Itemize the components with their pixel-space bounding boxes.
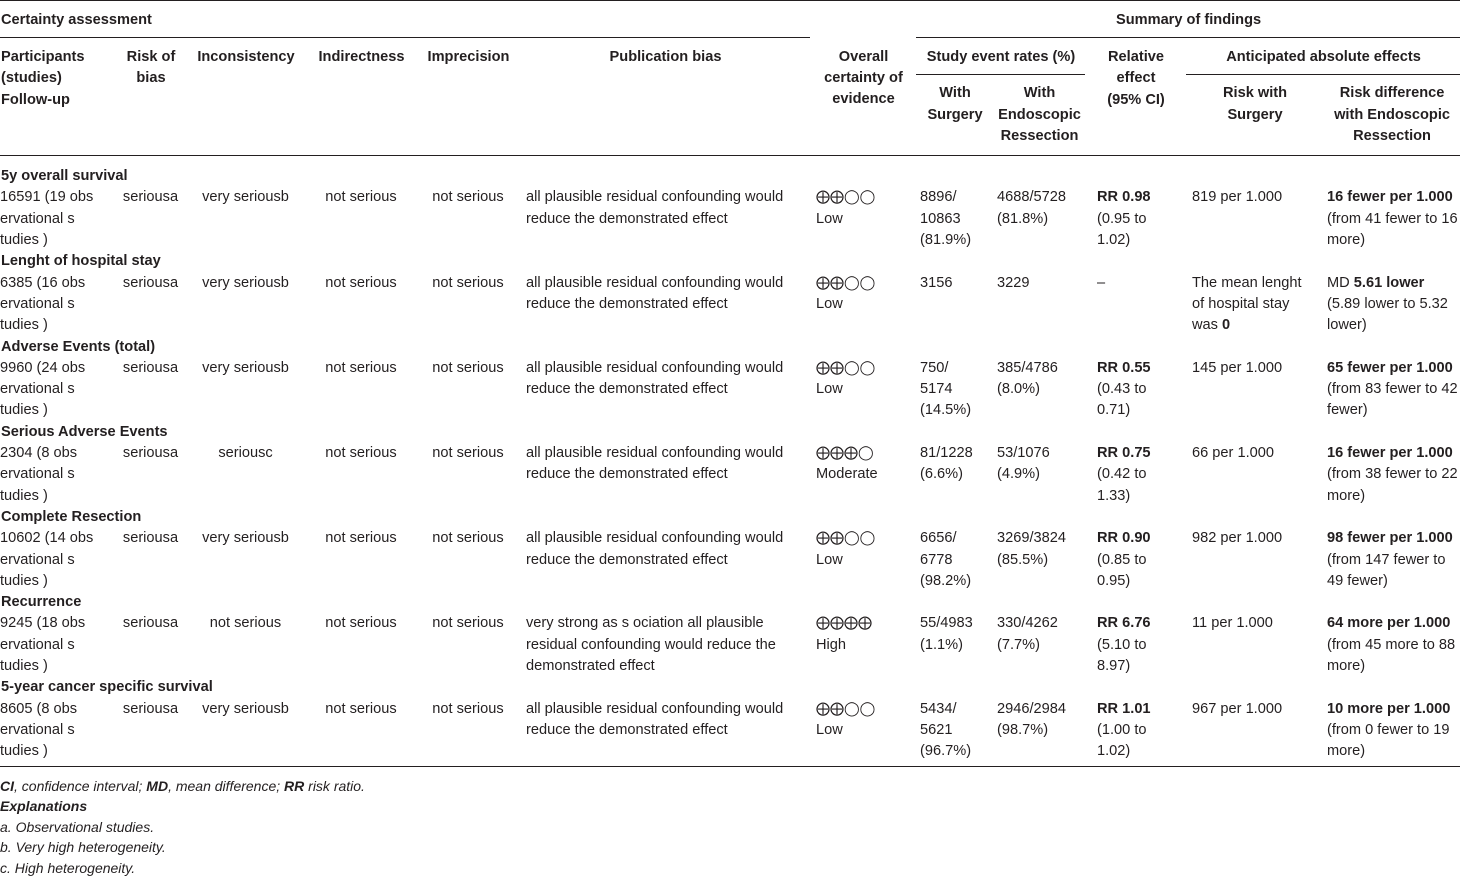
participants-cell: 9245 (18 obs ervational s tudies )	[0, 615, 86, 675]
outcome-data-row	[0, 613, 1460, 677]
risk-difference-cell: 10 more per 1.000 (from 0 fewer to 19 more)	[1323, 699, 1460, 766]
imprecision-cell: not serious	[432, 359, 504, 376]
inconsistency-cell: very seriousb	[202, 274, 289, 291]
inconsistency-cell: very seriousb	[202, 359, 289, 376]
risk-of-bias-heading: Risk of bias	[116, 38, 185, 156]
with-endoscopic-cell: 2946/2984 (98.7%)	[993, 699, 1085, 766]
inconsistency-cell: very seriousb	[202, 530, 289, 547]
outcome-title-row	[0, 592, 1460, 613]
risk-with-surgery-cell: 11 per 1.000	[1192, 615, 1273, 632]
risk-with-surgery-cell: 982 per 1.000	[1192, 530, 1283, 547]
certainty-rating-icon: ⨁⨁◯◯	[816, 359, 876, 376]
certainty-cell	[810, 358, 916, 422]
indirectness-cell: not serious	[325, 189, 397, 206]
outcome-data-row	[0, 443, 1460, 507]
with-surgery-cell: 81/1228 (6.6%)	[920, 445, 973, 483]
with-surgery-cell: 55/4983 (1.1%)	[920, 615, 973, 653]
with-surgery-cell: 3156	[920, 274, 953, 291]
certainty-cell	[810, 187, 916, 251]
outcome-title: 5-year cancer specific survival	[1, 679, 213, 696]
participants-cell: 2304 (8 obs ervational s tudies )	[0, 445, 78, 504]
risk-difference-heading: Risk difference with Endoscopic Ressection	[1323, 75, 1460, 156]
outcome-title-row	[0, 507, 1460, 528]
certainty-label: Moderate	[816, 466, 878, 483]
imprecision-cell: not serious	[432, 189, 504, 206]
risk-of-bias-cell: seriousa	[122, 359, 179, 376]
publication-bias-cell: all plausible residual confounding would reduce the demonstrated effect	[520, 699, 810, 766]
relative-effect-cell: RR 0.55 (0.43 to 0.71)	[1097, 359, 1151, 419]
participants-cell: 10602 (14 obs ervational s tudies )	[0, 530, 94, 589]
with-surgery-cell: 5434/ 5621 (96.7%)	[916, 699, 993, 766]
indirectness-cell: not serious	[325, 530, 397, 547]
risk-with-surgery-cell: 967 per 1.000	[1186, 699, 1323, 766]
explanation-a: a. Observational studies.	[0, 818, 155, 835]
risk-difference-cell: 64 more per 1.000 (from 45 more to 88 more)	[1327, 615, 1456, 675]
certainty-rating-icon: ⨁⨁◯◯	[816, 189, 876, 206]
imprecision-cell: not serious	[432, 530, 504, 547]
participants-heading: Participants (studies) Follow-up	[0, 38, 116, 156]
risk-difference-cell: 65 fewer per 1.000 (from 83 fewer to 42 fewer)	[1327, 359, 1458, 419]
publication-bias-cell: all plausible residual confounding would reduce the demonstrated effect	[526, 274, 784, 312]
certainty-label: Low	[816, 721, 843, 738]
participants-cell: 8605 (8 obs ervational s tudies )	[0, 699, 116, 766]
relative-effect-cell: RR 1.01 (1.00 to 1.02)	[1085, 699, 1186, 766]
inconsistency-cell: very seriousb	[202, 189, 289, 206]
risk-of-bias-cell: seriousa	[122, 445, 179, 462]
publication-bias-cell: all plausible residual confounding would reduce the demonstrated effect	[526, 359, 784, 398]
risk-of-bias-cell: seriousa	[122, 530, 179, 547]
with-endoscopic-cell: 330/4262 (7.7%)	[997, 615, 1058, 653]
with-endoscopic-cell: 4688/5728 (81.8%)	[997, 189, 1067, 227]
outcome-title-row	[0, 337, 1460, 358]
abbreviations-line: CI, confidence interval; MD, mean difference; RR risk ratio.	[0, 778, 365, 794]
with-surgery-cell: 6656/ 6778 (98.2%)	[920, 530, 972, 589]
with-endoscopic-cell: 385/4786 (8.0%)	[997, 359, 1058, 398]
risk-of-bias-cell: seriousa	[122, 274, 179, 291]
relative-effect-cell: RR 0.90 (0.85 to 0.95)	[1097, 530, 1151, 589]
certainty-label: Low	[816, 551, 843, 568]
outcome-data-row	[0, 358, 1460, 422]
explanation-b: b. Very high heterogeneity.	[0, 839, 166, 856]
relative-effect-cell: RR 6.76 (5.10 to 8.97)	[1097, 615, 1151, 675]
outcome-title-row	[0, 677, 1460, 698]
outcome-title: Serious Adverse Events	[1, 423, 168, 440]
certainty-cell	[810, 443, 916, 507]
inconsistency-heading: Inconsistency	[185, 38, 306, 156]
outcome-title-row	[0, 251, 1460, 272]
header-row-sections	[0, 1, 1460, 38]
certainty-rating-icon: ⨁⨁◯◯	[816, 700, 876, 717]
with-endoscopic-cell: 53/1076 (4.9%)	[997, 445, 1050, 483]
outcome-title: Recurrence	[1, 594, 82, 611]
risk-difference-cell: 98 fewer per 1.000 (from 147 fewer to 49 fewer)	[1327, 530, 1453, 589]
participants-cell: 6385 (16 obs ervational s tudies )	[0, 274, 86, 334]
inconsistency-cell: not serious	[209, 615, 282, 632]
certainty-label: Low	[816, 210, 843, 227]
certainty-assessment-heading: Certainty assessment	[0, 1, 810, 38]
indirectness-heading: Indirectness	[306, 38, 416, 156]
with-endoscopic-cell: 3269/3824 (85.5%)	[997, 530, 1067, 568]
inconsistency-cell: seriousc	[218, 445, 273, 462]
indirectness-cell: not serious	[306, 699, 416, 766]
publication-bias-cell: very strong as s ociation all plausible residual confounding would reduce the demonstrated effect	[526, 615, 776, 675]
certainty-label: Low	[816, 381, 843, 398]
certainty-cell	[810, 528, 916, 592]
indirectness-cell: not serious	[325, 615, 397, 632]
study-event-rates-heading: Study event rates (%)	[916, 38, 1085, 75]
outcome-title-row	[0, 422, 1460, 443]
publication-bias-cell: all plausible residual confounding would reduce the demonstrated effect	[526, 189, 784, 227]
risk-difference-cell: MD 5.61 lower (5.89 lower to 5.32 lower)	[1327, 274, 1448, 334]
with-endoscopic-heading: With Endoscopic Ressection	[993, 75, 1085, 156]
certainty-label: Low	[816, 295, 843, 312]
imprecision-cell: not serious	[432, 445, 504, 462]
outcome-title-row	[0, 156, 1460, 188]
indirectness-cell: not serious	[325, 359, 397, 376]
risk-with-surgery-cell: 145 per 1.000	[1192, 359, 1283, 376]
summary-of-findings-heading: Summary of findings	[916, 1, 1460, 38]
imprecision-heading: Imprecision	[416, 38, 520, 156]
relative-effect-cell: RR 0.75 (0.42 to 1.33)	[1097, 445, 1151, 504]
risk-of-bias-cell: seriousa	[122, 615, 179, 632]
outcome-data-row	[0, 187, 1460, 251]
publication-bias-cell: all plausible residual confounding would reduce the demonstrated effect	[526, 530, 784, 568]
header-row-columns	[0, 38, 1460, 75]
publication-bias-heading: Publication bias	[520, 38, 810, 156]
relative-effect-heading: Relative effect (95% CI)	[1085, 38, 1186, 156]
certainty-rating-icon: ⨁⨁⨁◯	[816, 445, 874, 462]
indirectness-cell: not serious	[325, 274, 397, 291]
certainty-cell	[810, 699, 916, 766]
outcome-data-row	[0, 699, 1460, 766]
with-endoscopic-cell: 3229	[997, 274, 1030, 291]
outcome-title: Lenght of hospital stay	[1, 253, 161, 270]
risk-with-surgery-heading: Risk with Surgery	[1186, 75, 1323, 156]
participants-cell: 16591 (19 obs ervational s tudies )	[0, 189, 94, 249]
outcome-data-row	[0, 528, 1460, 592]
outcomes-body	[0, 156, 1460, 766]
risk-with-surgery-cell: 66 per 1.000	[1192, 445, 1274, 462]
imprecision-cell: not serious	[416, 699, 520, 766]
certainty-cell	[810, 613, 916, 677]
explanation-c: c. High heterogeneity.	[0, 859, 136, 876]
imprecision-cell: not serious	[432, 274, 504, 291]
inconsistency-cell: very seriousb	[185, 699, 306, 766]
risk-with-surgery-cell: 819 per 1.000	[1192, 189, 1283, 206]
certainty-label: High	[816, 636, 847, 653]
with-surgery-heading: With Surgery	[916, 75, 993, 156]
certainty-rating-icon: ⨁⨁◯◯	[816, 530, 876, 547]
relative-effect-cell: RR 0.98 (0.95 to 1.02)	[1097, 189, 1151, 249]
certainty-cell	[810, 273, 916, 337]
certainty-rating-icon: ⨁⨁◯◯	[816, 274, 876, 291]
with-surgery-cell: 8896/ 10863 (81.9%)	[920, 189, 972, 249]
imprecision-cell: not serious	[432, 615, 504, 632]
outcome-data-row	[0, 273, 1460, 337]
risk-difference-cell: 16 fewer per 1.000 (from 41 fewer to 16 more)	[1327, 189, 1458, 249]
footnotes	[0, 776, 1460, 878]
certainty-rating-icon: ⨁⨁⨁⨁	[816, 615, 873, 632]
outcome-title: 5y overall survival	[1, 168, 128, 185]
participants-cell: 9960 (24 obs ervational s tudies )	[0, 359, 86, 419]
risk-difference-cell: 16 fewer per 1.000 (from 38 fewer to 22 more)	[1327, 445, 1458, 504]
indirectness-cell: not serious	[325, 445, 397, 462]
outcome-title: Complete Resection	[1, 508, 142, 525]
with-surgery-cell: 750/ 5174 (14.5%)	[920, 359, 972, 419]
anticipated-effects-heading: Anticipated absolute effects	[1186, 38, 1460, 75]
publication-bias-cell: all plausible residual confounding would reduce the demonstrated effect	[526, 445, 784, 483]
relative-effect-cell: –	[1097, 274, 1106, 291]
overall-certainty-heading: Overall certainty of evidence	[810, 38, 916, 156]
risk-of-bias-cell: seriousa	[122, 189, 179, 206]
risk-with-surgery-cell: The mean lenght of hospital stay was 0	[1192, 274, 1302, 334]
outcome-title: Adverse Events (total)	[1, 338, 156, 355]
explanations-title: Explanations	[0, 798, 88, 815]
risk-of-bias-cell: seriousa	[116, 699, 185, 766]
